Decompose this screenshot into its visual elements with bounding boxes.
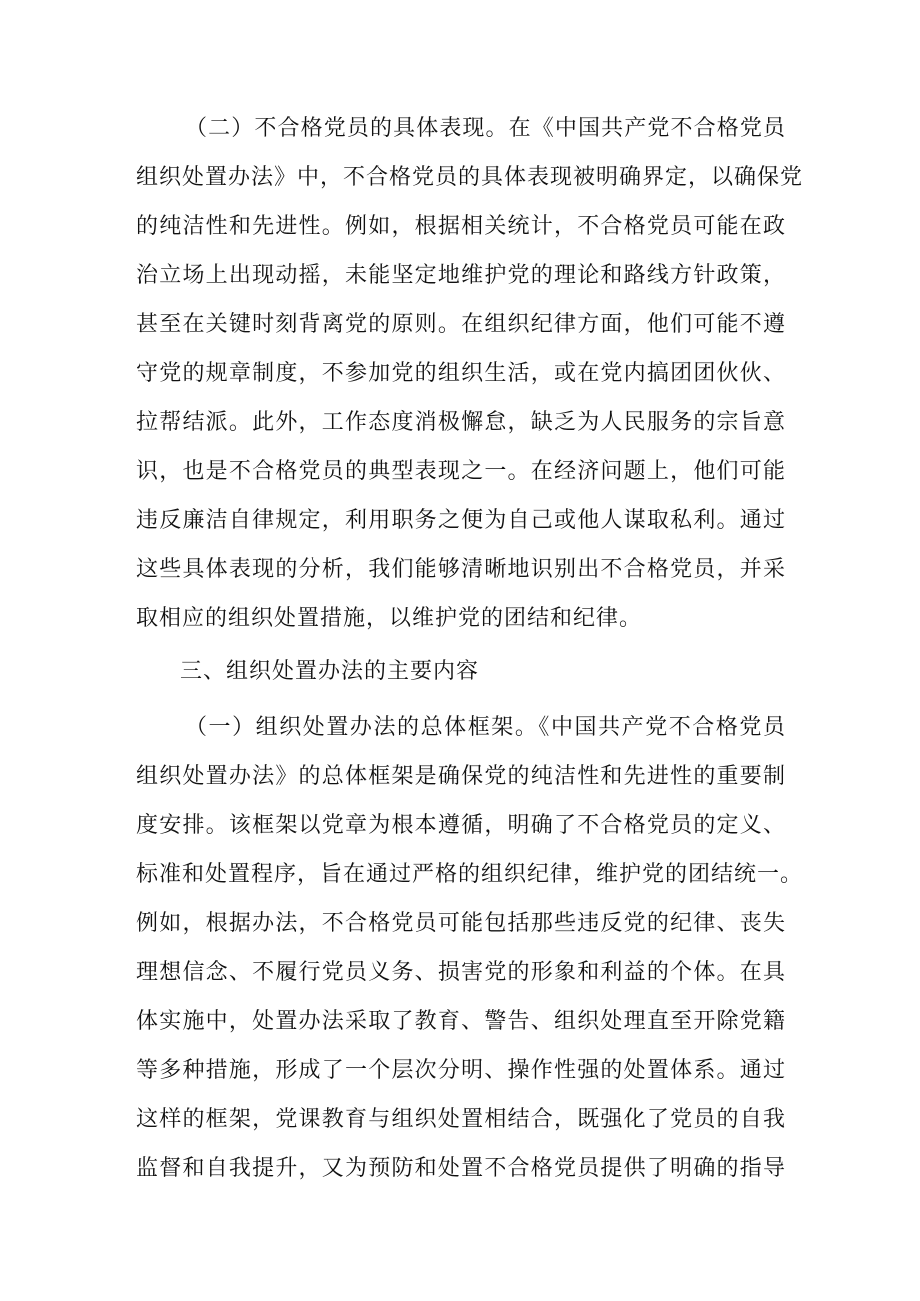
paragraph-1-line-1: （二）不合格党员的具体表现。在《中国共产党不合格党员	[185, 116, 786, 141]
paragraph-1-line-7: 拉帮结派。此外，工作态度消极懈怠，缺乏为人民服务的宗旨意	[136, 410, 786, 435]
paragraph-1-line-2: 组织处置办法》中，不合格党员的具体表现被明确界定，以确保党	[136, 165, 804, 190]
paragraph-1-line-5: 甚至在关键时刻背离党的原则。在组织纪律方面，他们可能不遵	[136, 312, 786, 337]
paragraph-1-line-10: 这些具体表现的分析，我们能够清晰地识别出不合格党员，并采	[136, 557, 786, 582]
paragraph-1-line-3: 的纯洁性和先进性。例如，根据相关统计，不合格党员可能在政	[136, 214, 786, 239]
paragraph-2-line-5: 例如，根据办法，不合格党员可能包括那些违反党的纪律、丧失	[136, 911, 786, 936]
paragraph-2-line-2: 组织处置办法》的总体框架是确保党的纯洁性和先进性的重要制	[136, 764, 786, 789]
paragraph-1-line-4: 治立场上出现动摇，未能坚定地维护党的理论和路线方针政策，	[136, 263, 786, 288]
paragraph-2-line-1: （一）组织处置办法的总体框架。《中国共产党不合格党员	[185, 715, 786, 740]
paragraph-2-line-6: 理想信念、不履行党员义务、损害党的形象和利益的个体。在具	[136, 960, 786, 985]
paragraph-2-line-9: 这样的框架，党课教育与组织处置相结合，既强化了党员的自我	[136, 1107, 786, 1132]
paragraph-1-line-11: 取相应的组织处置措施，以维护党的团结和纪律。	[136, 606, 643, 631]
paragraph-2-line-4: 标准和处置程序，旨在通过严格的组织纪律，维护党的团结统一。	[136, 862, 804, 887]
paragraph-1-line-8: 识，也是不合格党员的典型表现之一。在经济问题上，他们可能	[136, 459, 786, 484]
paragraph-2-line-7: 体实施中，处置办法采取了教育、警告、组织处理直至开除党籍	[136, 1009, 786, 1034]
paragraph-2-line-3: 度安排。该框架以党章为根本遵循，明确了不合格党员的定义、	[136, 813, 786, 838]
paragraph-2-line-10: 监督和自我提升，又为预防和处置不合格党员提供了明确的指导	[136, 1156, 786, 1181]
paragraph-1-line-9: 违反廉洁自律规定，利用职务之便为自己或他人谋取私利。通过	[136, 508, 786, 533]
paragraph-1-line-6: 守党的规章制度，不参加党的组织生活，或在党内搞团团伙伙、	[136, 361, 786, 386]
paragraph-2-line-8: 等多种措施，形成了一个层次分明、操作性强的处置体系。通过	[136, 1058, 786, 1083]
section-heading: 三、组织处置办法的主要内容	[180, 659, 480, 684]
